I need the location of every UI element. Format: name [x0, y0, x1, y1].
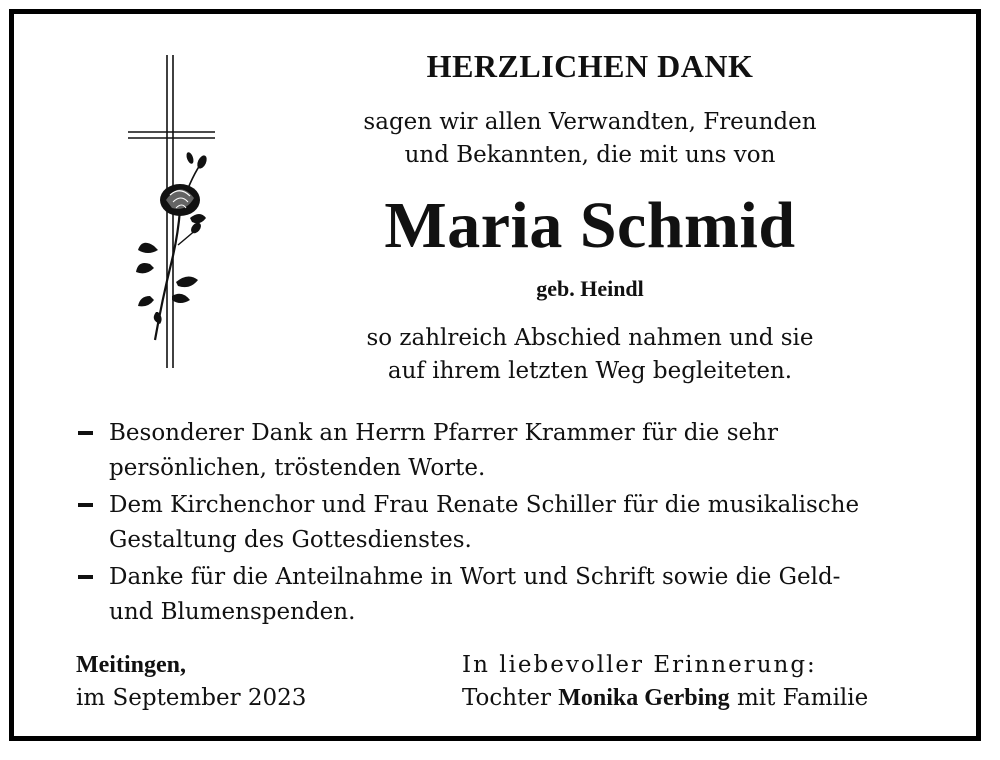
list-item	[76, 560, 956, 630]
thanks-line: persönlichen, tröstenden Worte.	[109, 455, 486, 481]
thanks-line: Besonderer Dank an Herrn Pfarrer Krammer für die sehr	[109, 420, 778, 446]
intro-line: und Bekannten, die mit uns von	[404, 142, 776, 168]
birth-name: geb. Heindl	[536, 276, 644, 301]
list-item	[76, 416, 956, 486]
signature-block	[462, 649, 868, 715]
thanks-line: Danke für die Anteilnahme in Wort und Schrift sowie die Geld-	[109, 564, 841, 590]
signer-suffix: mit Familie	[736, 685, 869, 711]
outro-line: so zahlreich Abschied nahmen und sie	[366, 325, 814, 351]
dash-bullet-icon	[78, 575, 93, 579]
dash-bullet-icon	[78, 503, 93, 507]
place: Meitingen,	[76, 652, 186, 678]
signer-line	[462, 682, 868, 715]
outro-text	[320, 322, 860, 388]
signer-name: Monika Gerbing	[558, 685, 730, 711]
intro-text	[320, 106, 860, 172]
heading: HERZLICHEN DANK	[426, 48, 754, 84]
date: im September 2023	[76, 685, 307, 711]
thanks-line: und Blumenspenden.	[109, 599, 356, 625]
list-item	[76, 488, 956, 558]
dash-bullet-icon	[78, 431, 93, 435]
signer-prefix: Tochter	[462, 685, 551, 711]
memory-line: In liebevoller Erinnerung:	[462, 652, 817, 678]
thanks-line: Gestaltung des Gottesdienstes.	[109, 527, 472, 553]
cross-with-rose-icon	[120, 50, 225, 370]
intro-line: sagen wir allen Verwandten, Freunden	[363, 109, 817, 135]
thanks-line: Dem Kirchenchor und Frau Renate Schiller für die musikalische	[109, 492, 860, 518]
thanks-list	[76, 416, 956, 632]
place-and-date	[76, 649, 306, 715]
deceased-name: Maria Schmid	[384, 189, 796, 262]
outro-line: auf ihrem letzten Weg begleiteten.	[387, 358, 793, 384]
